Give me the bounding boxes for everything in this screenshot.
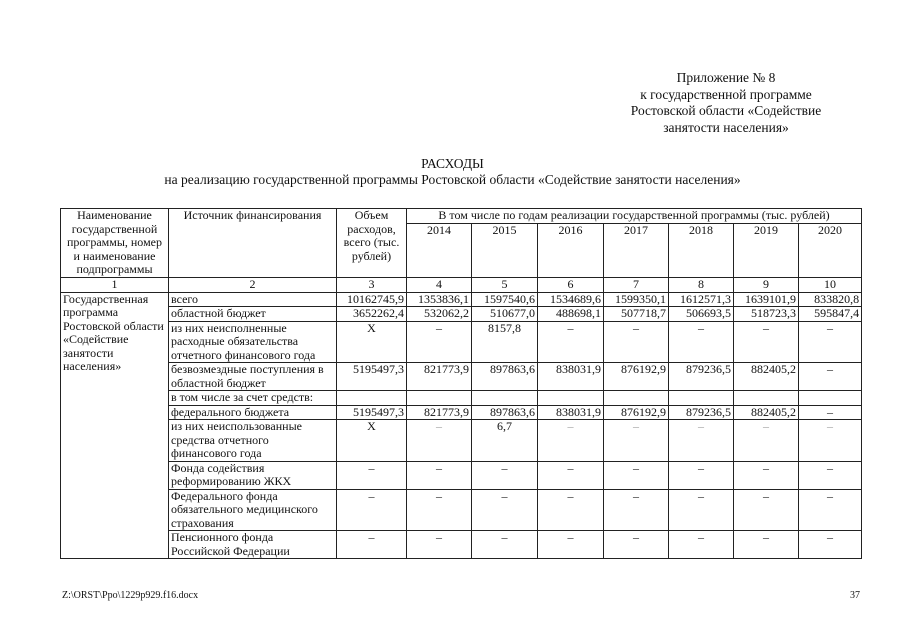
source-cell: Пенсионного фонда Российской Федерации xyxy=(169,531,337,559)
year-cell: – xyxy=(799,461,862,489)
year-cell: 510677,0 xyxy=(472,307,538,322)
year-cell: – xyxy=(407,420,472,462)
header-year: 2018 xyxy=(669,224,734,278)
year-cell: 838031,9 xyxy=(538,363,604,391)
year-cell: – xyxy=(799,363,862,391)
year-cell: 506693,5 xyxy=(669,307,734,322)
header-year: 2020 xyxy=(799,224,862,278)
year-cell: – xyxy=(604,321,669,363)
table-row xyxy=(61,391,862,406)
year-cell: 488698,1 xyxy=(538,307,604,322)
year-cell: 8157,8 xyxy=(472,321,538,363)
year-cell xyxy=(538,391,604,406)
total-cell: 5195497,3 xyxy=(337,405,407,420)
column-number: 3 xyxy=(337,278,407,293)
source-cell: Федерального фонда обязательного медицинского страхования xyxy=(169,489,337,531)
source-cell: из них неисполненные расходные обязательства отчетного финансового года xyxy=(169,321,337,363)
program-name-cell: Государственная программа Ростовской области «Содействие занятости населения» xyxy=(61,292,169,559)
header-year: 2019 xyxy=(734,224,799,278)
document-title xyxy=(0,156,905,188)
total-cell: X xyxy=(337,420,407,462)
table-row xyxy=(61,363,862,391)
year-cell: – xyxy=(734,321,799,363)
column-number: 10 xyxy=(799,278,862,293)
year-cell: – xyxy=(538,489,604,531)
year-cell: 1597540,6 xyxy=(472,292,538,307)
year-cell: – xyxy=(472,461,538,489)
appendix-header xyxy=(596,70,856,136)
year-cell: 532062,2 xyxy=(407,307,472,322)
year-cell: 882405,2 xyxy=(734,405,799,420)
header-year: 2017 xyxy=(604,224,669,278)
source-cell: из них неиспользованные средства отчетного финансового года xyxy=(169,420,337,462)
year-cell: 821773,9 xyxy=(407,363,472,391)
year-cell xyxy=(669,391,734,406)
year-cell: 1612571,3 xyxy=(669,292,734,307)
column-number: 1 xyxy=(61,278,169,293)
year-cell: – xyxy=(604,461,669,489)
total-cell: X xyxy=(337,321,407,363)
appendix-line: к государственной программе xyxy=(640,86,812,102)
header-year: 2016 xyxy=(538,224,604,278)
year-cell: 833820,8 xyxy=(799,292,862,307)
total-cell: – xyxy=(337,489,407,531)
year-cell xyxy=(799,391,862,406)
year-cell: – xyxy=(669,461,734,489)
year-cell: 518723,3 xyxy=(734,307,799,322)
year-cell: 879236,5 xyxy=(669,363,734,391)
appendix-line: Ростовской области «Содействие xyxy=(630,103,822,118)
year-cell: – xyxy=(407,321,472,363)
year-cell: – xyxy=(538,321,604,363)
source-cell: Фонда содействия реформированию ЖКХ xyxy=(169,461,337,489)
source-cell: областной бюджет xyxy=(169,307,337,322)
year-cell: – xyxy=(407,489,472,531)
year-cell: – xyxy=(734,531,799,559)
year-cell xyxy=(472,391,538,406)
year-cell: – xyxy=(538,531,604,559)
year-cell xyxy=(407,391,472,406)
header-row xyxy=(61,209,862,224)
table-row xyxy=(61,307,862,322)
table-row xyxy=(61,420,862,462)
table-row xyxy=(61,461,862,489)
total-cell xyxy=(337,391,407,406)
column-number: 9 xyxy=(734,278,799,293)
table-row xyxy=(61,531,862,559)
year-cell: – xyxy=(407,531,472,559)
header-source: Источник финансирования xyxy=(169,209,337,278)
table-row xyxy=(61,321,862,363)
source-cell: в том числе за счет средств: xyxy=(169,391,337,406)
table-row xyxy=(61,292,862,307)
year-cell: – xyxy=(734,461,799,489)
year-cell: 838031,9 xyxy=(538,405,604,420)
year-cell: 879236,5 xyxy=(669,405,734,420)
year-cell: – xyxy=(604,531,669,559)
year-cell: – xyxy=(669,531,734,559)
year-cell: – xyxy=(734,420,799,462)
year-cell: – xyxy=(604,489,669,531)
title-subheading: на реализацию государственной программы Ростовской области «Содействие занятости населения» xyxy=(164,172,741,187)
column-number: 8 xyxy=(669,278,734,293)
year-cell: – xyxy=(472,489,538,531)
year-cell: 1599350,1 xyxy=(604,292,669,307)
year-cell: 876192,9 xyxy=(604,363,669,391)
header-total: Объем расходов, всего (тыс. рублей) xyxy=(337,209,407,278)
header-name: Наименование государственной программы, номер и наименование подпрограммы xyxy=(61,209,169,278)
table-row xyxy=(61,405,862,420)
year-cell xyxy=(734,391,799,406)
year-cell: 882405,2 xyxy=(734,363,799,391)
appendix-line: занятости населения» xyxy=(663,119,789,135)
total-cell: – xyxy=(337,531,407,559)
year-cell: 897863,6 xyxy=(472,405,538,420)
year-cell: 897863,6 xyxy=(472,363,538,391)
total-cell: 5195497,3 xyxy=(337,363,407,391)
column-number: 7 xyxy=(604,278,669,293)
title-heading: РАСХОДЫ xyxy=(421,156,484,171)
header-year: 2014 xyxy=(407,224,472,278)
page-number: 37 xyxy=(850,590,860,601)
year-cell xyxy=(604,391,669,406)
year-cell: – xyxy=(799,420,862,462)
year-cell: – xyxy=(799,321,862,363)
year-cell: – xyxy=(407,461,472,489)
year-cell: – xyxy=(538,461,604,489)
file-path: Z:\ORST\Ppo\1229p929.f16.docx xyxy=(62,590,199,601)
year-cell: – xyxy=(669,420,734,462)
expenses-table xyxy=(60,208,862,559)
column-number: 4 xyxy=(407,278,472,293)
total-cell: 3652262,4 xyxy=(337,307,407,322)
year-cell: – xyxy=(669,321,734,363)
header-year: 2015 xyxy=(472,224,538,278)
total-cell: – xyxy=(337,461,407,489)
year-cell: 1534689,6 xyxy=(538,292,604,307)
source-cell: федерального бюджета xyxy=(169,405,337,420)
year-cell: 821773,9 xyxy=(407,405,472,420)
year-cell: – xyxy=(538,420,604,462)
source-cell: всего xyxy=(169,292,337,307)
table-row xyxy=(61,489,862,531)
year-cell: – xyxy=(799,531,862,559)
source-cell: безвозмездные поступления в областной бюджет xyxy=(169,363,337,391)
year-cell: – xyxy=(604,420,669,462)
year-cell: – xyxy=(472,531,538,559)
year-cell: 595847,4 xyxy=(799,307,862,322)
appendix-number: Приложение № 8 xyxy=(676,70,776,85)
year-cell: 6,7 xyxy=(472,420,538,462)
column-numbers-row xyxy=(61,278,862,293)
column-number: 2 xyxy=(169,278,337,293)
year-cell: 507718,7 xyxy=(604,307,669,322)
column-number: 6 xyxy=(538,278,604,293)
year-cell: 1639101,9 xyxy=(734,292,799,307)
year-cell: – xyxy=(799,489,862,531)
year-cell: – xyxy=(669,489,734,531)
year-cell: 1353836,1 xyxy=(407,292,472,307)
column-number: 5 xyxy=(472,278,538,293)
year-cell: 876192,9 xyxy=(604,405,669,420)
total-cell: 10162745,9 xyxy=(337,292,407,307)
header-years-group: В том числе по годам реализации государственной программы (тыс. рублей) xyxy=(407,209,862,224)
year-cell: – xyxy=(799,405,862,420)
year-cell: – xyxy=(734,489,799,531)
